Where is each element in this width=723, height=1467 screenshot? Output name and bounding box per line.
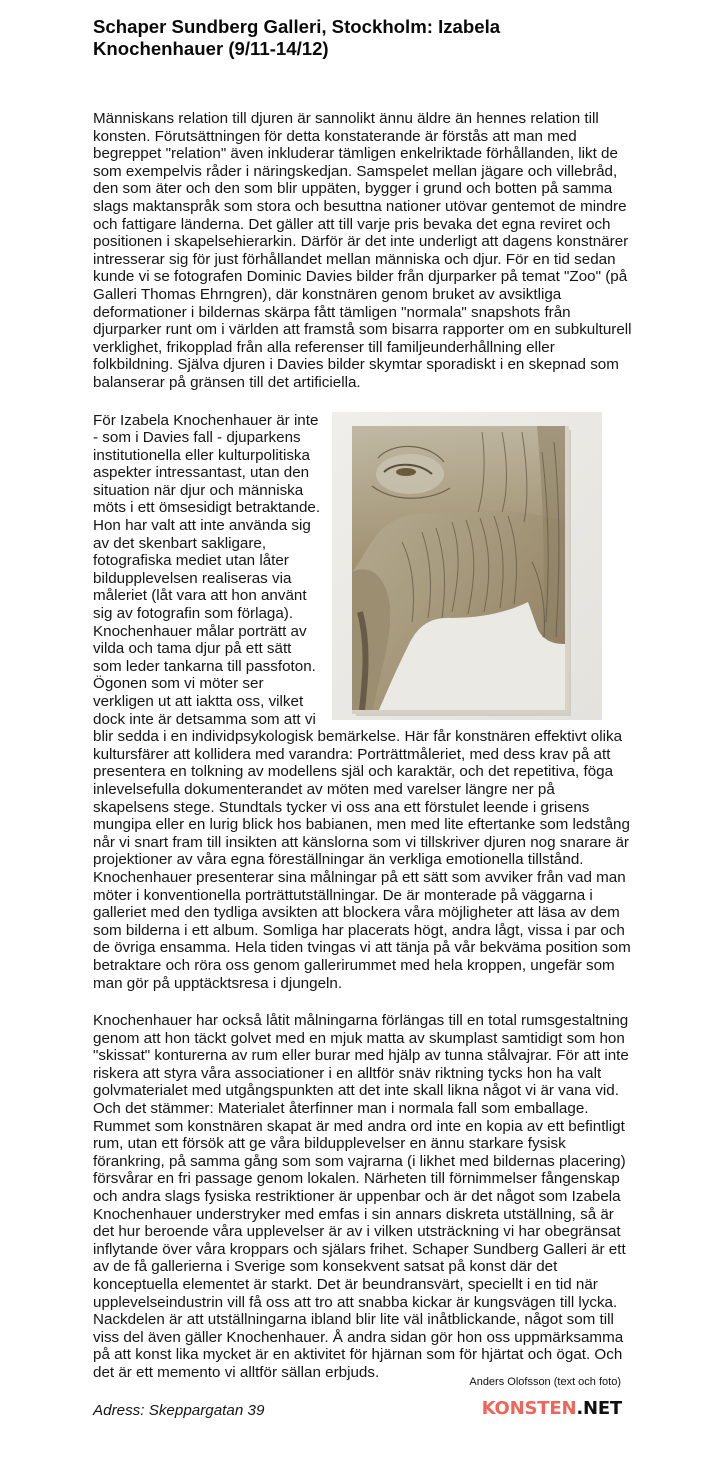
paragraph-installation: Knochenhauer har också låtit målningarna förlängas till en total rumsgestaltning genom att hon täckt golvet med en mjuk matta av skumplast samtidigt som hon "skissat" konturerna av rum eller burar med hjälp av tunna stålvajrar. För att inte riskera att styra våra associationer i en alltför snäv riktning tycks hon ha valt golvmaterialet med utgångspunkten att det inte skall likna något vi är vana vid. Och det stämmer: Materialet återfinner man i normala fall som emballage. Rummet som konstnären skapat är med andra ord inte en kopia av ett befintligt rum, utan ett försök att ge våra bildupplevelser en ännu starkare fysisk förankring, på samma gång som som vajrarna (i likhet med bildernas placering) försvårar en fri passage genom lokalen. Närheten till förnimmelser fångenskap och andra slags fysiska restriktioner är uppenbar och är det något som Izabela Knochenhauer understryker med emfas i sin annars diskreta utställning, så är det hur beroende våra upplevelser är av i vilken utsträckning vi har obegränsat inflytande över våra kroppars och själars frihet. Schaper Sundberg Galleri är ett av de få gallerierna i Sverige som konsekvent satsat på konst där det konceptuella elementet är starkt. Det är beundransvärt, speciellt i en tid när upplevelseindustrin vill få oss att tro att snabba kickar är kungsvägen till lycka. Nackdelen är att utställningarna ibland blir lite väl inåtblickande, något som till viss del även gäller Knochenhauer. Å andra sidan gör hon oss uppmärksamma på att konst lika mycket är en aktivitet för hjärnan som för hjärtat och ögat. Och det är ett memento vi alltför sällan erbjuds. <box>93 1012 629 1381</box>
paragraph-knochenhauer-text: För Izabela Knochenhauer är inte - som i Davies fall - djuparkens institutionella eller kulturpolitiska aspekter intressantast, utan den situation när djur och människa möts i ett ömsesidigt betraktande. Hon har valt att inte använda sig av det skenbart sakligare, fotografiska mediet utan låter bildupplevelsen realiseras via måleriet (låt vara att hon använt sig av fotografin som förlaga). Knochenhauer målar porträtt av vilda och tama djur på ett sätt som leder tankarna till passfoton. Ögonen som vi möter ser verkligen ut att iaktta oss, vilket dock inte är detsamma som att vi blir sedda i en individpsykologisk bemärkelse. Här får konstnären effektivt olika kultursfärer att kollidera med varandra: Porträttmåleriet, med dess krav på att presentera en tolkning av modellens själ och karaktär, och det repetitiva, föga inlevelsefulla dokumenterandet av möten med varelser längre ner på skapelsens stege. Stundtals tycker vi oss ana ett förstulet leende i grisens mungipa eller en lurig blick hos babianen, men med lite eftertanke som ledstång når vi snart fram till insikten att känslorna som vi tillskriver djuren nog snarare är projektioner av våra egna föreställningar än verkliga emotionella tillstånd. Knochenhauer presenterar sina målningar på ett sätt som avviker från vad man möter i konventionella porträttutställningar. De är monterade på väggarna i galleriet med den tydliga avsikten att blockera våra möjligheter att läsa av dem som bilderna i ett album. Somliga har placerats högt, andra lågt, vissa i par och de övriga ensamma. Hela tiden tvingas vi att tänja på vår bekväma position som betraktare och röra oss genom gallerirummet med hela kroppen, ungefär som man gör på upptäcktsresa i djungeln. <box>93 411 631 992</box>
artwork-photo <box>332 412 602 720</box>
article-title: Schaper Sundberg Galleri, Stockholm: Izabela Knochenhauer (9/11-14/12) <box>93 16 501 59</box>
paragraph-intro: Människans relation till djuren är sannolikt ännu äldre än hennes relation till konsten. Förutsättningen för detta konstaterande är förstås att man med begreppet "relation" även inkluderar tämligen enkelriktade förhållanden, likt de som exempelvis råder i näringskedjan. Samspelet mellan jägare och villebråd, den som äter och den som blir uppäten, bygger i grund och botten på samma slags maktanspråk som stora och besuttna nationer utövar gentemot de mindre och fattigare länderna. Det gäller att till varje pris bevaka det egna reviret och positionen i skapelsehierarkin. Därför är det inte underligt att dagens konstnärer intresserar sig för just förhållandet mellan människa och djur. För en tid sedan kunde vi se fotografen Dominic Davies bilder från djurparker på temat "Zoo" (på Galleri Thomas Ehrngren), där konstnären genom bruket av avsiktliga deformationer i bildernas skärpa fått tämligen "normala" snapshots från djurparker runt om i världen att framstå som bisarra rapporter om en subkulturell verklighet, frikopplad från alla referenser till familjeunderhållning eller folkbildning. Själva djuren i Davies bilder skymtar sporadiskt i en skepnad som balanserar på gränsen till det artificiella. <box>93 110 632 391</box>
logo-tld: .NET <box>576 1398 622 1419</box>
author-credit: Anders Olofsson (text och foto) <box>469 1376 621 1388</box>
logo-brand: KONSTEN <box>481 1398 577 1419</box>
paragraph-knochenhauer <box>93 412 633 993</box>
konsten-net-logo[interactable] <box>482 1398 622 1420</box>
article <box>93 16 633 1435</box>
elephant-painting-image <box>332 412 602 720</box>
gallery-address: Adress: Skeppargatan 39 <box>93 1401 265 1419</box>
